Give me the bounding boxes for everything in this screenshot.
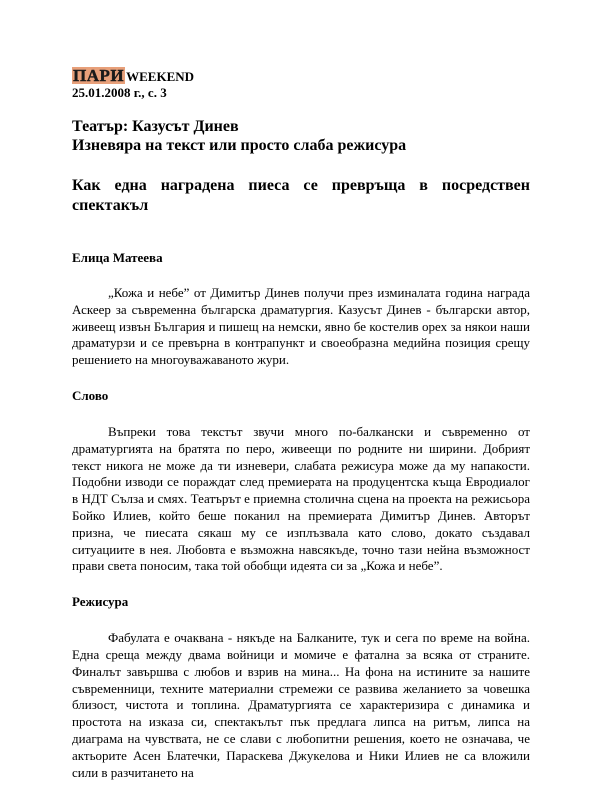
masthead [72,64,530,84]
title-line-1: Театър: Казусът Динев [72,118,239,135]
section-paragraph-rezhisura: Фабулата е очаквана - някъде на Балканите, тук и сега по време на война. Една среща между двама войници и момиче е фатална за всяка от страните. Финалът завършва с любов и взрив на мина... На фона на истините за нашите съвременници, техните материални стремежи се развива желанието за човешка близост, чистота и топлина. Драматургията се характеризира с динамика и простота на изказа си, спектакълът пък предлага липса на ритъм, липса на диаграма на чувствата, не се слави с любопитни решения, което не означава, че актьорите Асен Блатечки, Параскева Джукелова и Ники Илиев не са вложили сили в разчитането на [72,630,530,780]
article [72,64,530,781]
section-paragraph-slovo: Въпреки това текстът звучи много по-балкански и съвременно от драматургията на братята по перо, живеещи по родните ни ширини. Добрият текст никога не може да ти изневери, слабата режисура може да му напакости. Подобни изводи се пораждат след премиерата на продуцентска къща Евродиалог в НДТ Сълза и смях. Театърът е приемна столична сцена на проекта на режисьора Бойко Илиев, който беше поканил на премиерата Димитър Динев. Авторът призна, че пиесата сякаш му се изплъзвала като слово, докато създавал ситуациите в нея. Любовта е възможна навсякъде, точно тази нейна възможност прави света поносим, така той обобщи идеята си за „Кожа и небе”. [72,423,530,574]
dateline: 25.01.2008 г., с. 3 [72,85,167,100]
intro-paragraph: „Кожа и небе” от Димитър Динев получи през изминалата година награда Аскеер за съвременна българска драматургия. Казусът Динев - български автор, живеещ извън България и пишещ на немски, явно бе костелив орех за някои наши драматурзи и се превърна в контрапункт и своеобразна медийна позиция срещу решението на многоуважаваното жури. [72,285,530,368]
section-heading-slovo: Слово [72,387,109,403]
article-subtitle: Как една наградена пиеса се превръща в посредствен спектакъл [72,177,530,214]
author-name: Елица Матеева [72,250,163,265]
article-title [72,117,530,155]
logo-suffix: WEEKEND [126,69,195,84]
section-heading-rezhisura: Режисура [72,594,129,610]
title-line-2: Изневяра на текст или просто слаба режисура [72,137,407,154]
pari-logo: ПАРИ [73,66,125,85]
